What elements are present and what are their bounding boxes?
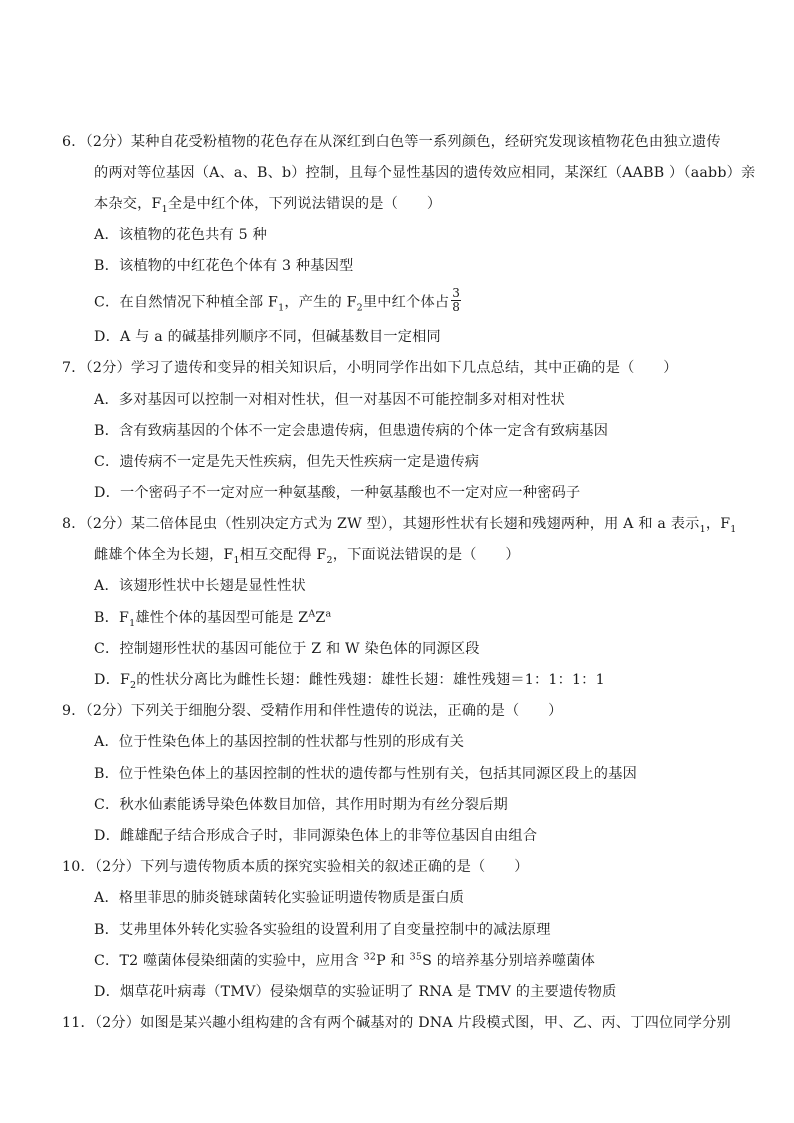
q10-option-a: A．格里菲思的肺炎链球菌转化实验证明遗传物质是蛋白质 (94, 890, 465, 906)
q10-option-d: D．烟草花叶病毒（TMV）侵染烟草的实验证明了 RNA 是 TMV 的主要遗传物质 (94, 984, 617, 1000)
q7-stem: 7．（2分）学习了遗传和变异的相关知识后，小明同学作出如下几点总结，其中正确的是（ ） (62, 360, 678, 376)
q8-b-text-1: B．F (94, 610, 130, 626)
q8-b-text-2: 雄性个体的基因型可能是 Z (135, 610, 309, 626)
q8-b-sup-1: A (308, 608, 316, 620)
q6-option-d: D．A 与 a 的碱基排列顺序不同，但碱基数目一定相同 (94, 329, 441, 345)
q6-stem-line-3 (94, 194, 441, 214)
q8-d-text-1: D．F (94, 672, 131, 688)
q8-stem-line-2 (94, 545, 520, 565)
q7-option-a: A．多对基因可以控制一对相对性状，但一对基因不可能控制多对相对性状 (94, 392, 565, 408)
q8-stem-text-4: 相互交配得 F (239, 547, 327, 563)
q8-b-sup-2: a (325, 608, 332, 620)
fraction-denominator: 8 (452, 300, 461, 314)
q8-b-sub: 1 (129, 617, 136, 629)
q8-subscript-2: 1 (730, 523, 737, 535)
q6-option-a: A．该植物的花色共有 5 种 (94, 227, 267, 243)
q6-stem-line-1: 6．（2分）某种自花受粉植物的花色存在从深红到白色等一系列颜色，经研究发现该植物花色由独立遗传 (62, 134, 721, 150)
q11-stem: 11．（2分）如图是某兴趣小组构建的含有两个碱基对的 DNA 片段模式图，甲、乙、丙、丁四位同学分别 (62, 1015, 731, 1031)
q6-stem-text: 本杂交，F (94, 196, 162, 212)
q9-option-c: C．秋水仙素能诱导染色体数目加倍，其作用时期为有丝分裂后期 (94, 797, 508, 813)
q8-stem-text-2: ，F (705, 516, 731, 532)
q9-option-a: A．位于性染色体上的基因控制的性状都与性别的形成有关 (94, 734, 465, 750)
q6-option-b: B．该植物的中红花色个体有 3 种基因型 (94, 258, 354, 274)
q6-c-text-2: ，产生的 F (284, 294, 357, 311)
q8-stem-line-1 (62, 514, 737, 534)
q8-stem-text-5: ，下面说法错误的是（ ） (332, 547, 520, 563)
q8-subscript-3: 1 (233, 554, 240, 566)
fraction-numerator: 3 (452, 286, 461, 300)
q10-option-b: B．艾弗里体外转化实验各实验组的设置利用了自变量控制中的减法原理 (94, 922, 551, 938)
q10-c-text-2: P 和 (376, 953, 410, 969)
q8-subscript-4: 2 (326, 554, 333, 566)
q8-stem-text-3: 雌雄个体全为长翅，F (94, 547, 234, 563)
q8-d-text-2: 的性状分离比为雌性长翅：雌性残翅：雄性长翅：雄性残翅＝1：1：1：1 (136, 672, 605, 688)
q9-option-b: B．位于性染色体上的基因控制的性状的遗传都与性别有关，包括其同源区段上的基因 (94, 766, 637, 782)
q8-option-b (94, 608, 331, 628)
q10-c-sup-1: 32 (363, 951, 377, 963)
q6-c-text-3: 里中红个体占 (362, 294, 450, 311)
q8-option-c: C．控制翅形性状的基因可能位于 Z 和 W 染色体的同源区段 (94, 641, 480, 657)
q6-c-sub-1: 1 (278, 302, 285, 314)
q8-option-a: A．该翅形性状中长翅是显性性状 (94, 578, 306, 594)
q9-option-d: D．雌雄配子结合形成合子时，非同源染色体上的非等位基因自由组合 (94, 828, 538, 844)
q10-c-text-3: S 的培养基分别培养噬菌体 (422, 953, 596, 969)
q6-subscript: 1 (161, 203, 168, 215)
q6-c-text-1: C．在自然情况下种植全部 F (94, 294, 279, 311)
q8-b-text-3: Z (315, 610, 326, 626)
q7-option-c: C．遗传病不一定是先天性疾病，但先天性疾病一定是遗传病 (94, 454, 480, 470)
q10-stem: 10．（2分）下列与遗传物质本质的探究实验相关的叙述正确的是（ ） (62, 859, 529, 875)
q10-c-sup-2: 35 (409, 951, 423, 963)
q10-option-c (94, 951, 595, 971)
q6-c-sub-2: 2 (356, 302, 363, 314)
q6-stem-text-end: 全是中红个体，下列说法错误的是（ ） (167, 196, 442, 212)
q6-stem-line-2: 的两对等位基因（A、a、B、b）控制，且每个显性基因的遗传效应相同，某深红（AABB ）（aabb）亲 (94, 165, 756, 181)
q6-option-c (94, 286, 461, 316)
q8-stem-text-1: 8．（2分）某二倍体昆虫（性别决定方式为 ZW 型），其翅形性状有长翅和残翅两种，用 A 和 a 表示 (62, 516, 700, 532)
q7-option-b: B．含有致病基因的个体不一定会患遗传病，但患遗传病的个体一定含有致病基因 (94, 423, 609, 439)
fraction (451, 287, 461, 314)
q8-d-sub: 2 (130, 679, 137, 691)
q8-subscript-1: 1 (699, 523, 706, 535)
q7-option-d: D．一个密码子不一定对应一种氨基酸，一种氨基酸也不一定对应一种密码子 (94, 485, 581, 501)
q8-option-d (94, 670, 605, 690)
q9-stem: 9．（2分）下列关于细胞分裂、受精作用和伴性遗传的说法，正确的是（ ） (62, 703, 563, 719)
q10-c-text-1: C．T2 噬菌体侵染细菌的实验中，应用含 (94, 953, 364, 969)
